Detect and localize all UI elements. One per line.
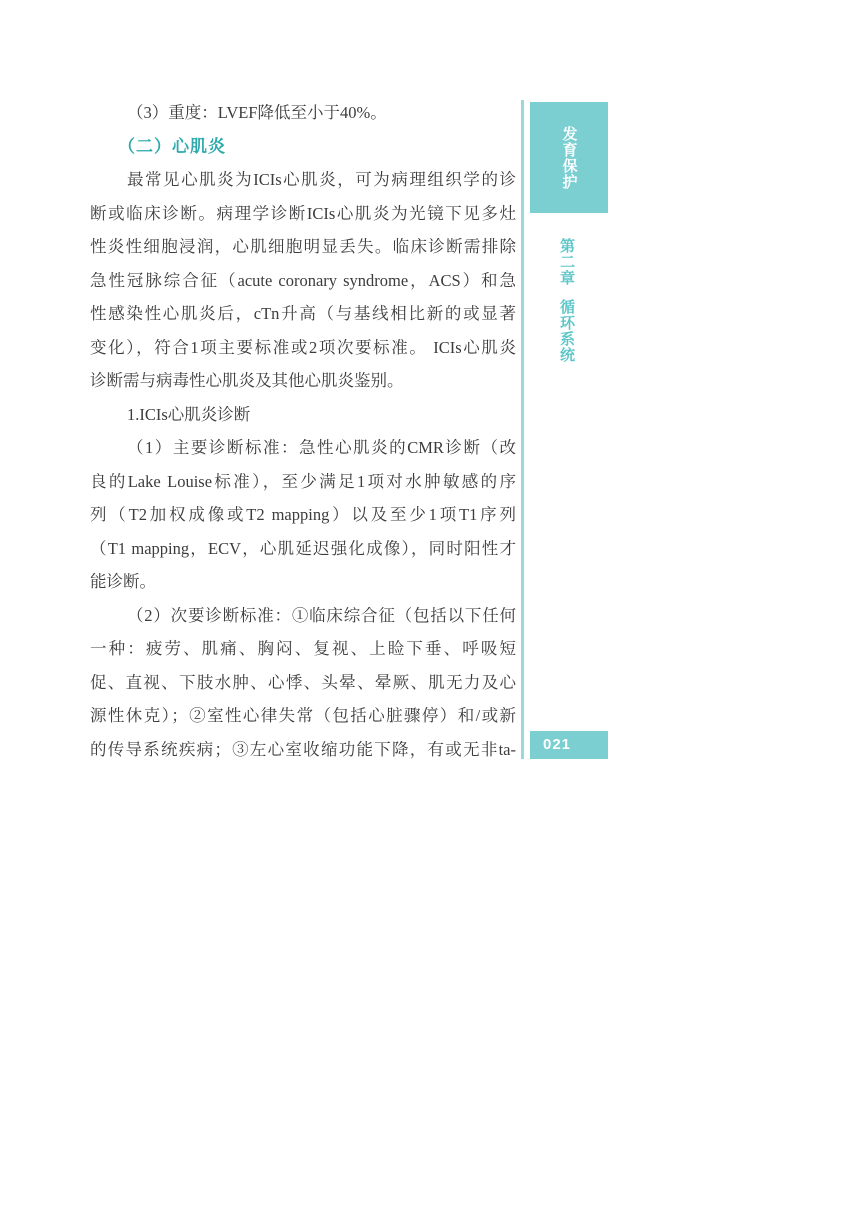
text-line: 促、直视、下肢水肿、心悸、头晕、晕厥、肌无力及心 bbox=[90, 672, 516, 692]
section-tab bbox=[530, 102, 608, 213]
section-tab-label: 发育保护 bbox=[560, 125, 578, 190]
text-line: 1.ICIs心肌炎诊断 bbox=[127, 404, 251, 424]
chapter-title: 循环系统 bbox=[558, 299, 575, 363]
page-number: 021 bbox=[543, 736, 572, 753]
text-line: 源性休克）；②室性心律失常（包括心脏骤停）和/或新 bbox=[90, 706, 516, 725]
text-line: 良的Lake Louise标准），至少满足1项对水肿敏感的序 bbox=[90, 471, 516, 491]
text-line: 性感染性心肌炎后，cTn升高（与基线相比新的或显著 bbox=[90, 304, 516, 323]
text-line: 一种：疲劳、肌痛、胸闷、复视、上睑下垂、呼吸短 bbox=[90, 639, 516, 658]
text-line: 变化），符合1项主要标准或2项次要标准。 ICIs心肌炎 bbox=[90, 337, 516, 357]
text-column bbox=[90, 96, 516, 766]
page-number-box bbox=[530, 731, 608, 759]
text-line: 性炎性细胞浸润，心肌细胞明显丢失。临床诊断需排除 bbox=[90, 237, 516, 256]
text-line: 列（T2加权成像或T2 mapping）以及至少1项T1序列 bbox=[90, 505, 516, 524]
section-heading: （二）心肌炎 bbox=[118, 136, 226, 156]
text-line: 最常见心肌炎为ICIs心肌炎，可为病理组织学的诊 bbox=[127, 170, 516, 189]
chapter-number: 第二章 bbox=[558, 238, 575, 286]
text-line: （1）主要诊断标准：急性心肌炎的CMR诊断（改 bbox=[127, 438, 516, 457]
text-line: 急性冠脉综合征（acute coronary syndrome，ACS）和急 bbox=[90, 270, 516, 290]
text-line: 的传导系统疾病；③左心室收缩功能下降，有或无非ta- bbox=[90, 739, 516, 759]
text-line: （3）重度：LVEF降低至小于40%。 bbox=[127, 103, 387, 122]
text-line: 断或临床诊断。病理学诊断ICIs心肌炎为光镜下见多灶 bbox=[90, 203, 516, 223]
text-line: 诊断需与病毒性心肌炎及其他心肌炎鉴别。 bbox=[90, 371, 404, 390]
text-line: （2）次要诊断标准：①临床综合征（包括以下任何 bbox=[127, 605, 516, 625]
sidebar-rule bbox=[521, 100, 524, 759]
text-line: 能诊断。 bbox=[90, 572, 156, 591]
text-line: （T1 mapping，ECV，心肌延迟强化成像），同时阳性才 bbox=[90, 538, 516, 558]
